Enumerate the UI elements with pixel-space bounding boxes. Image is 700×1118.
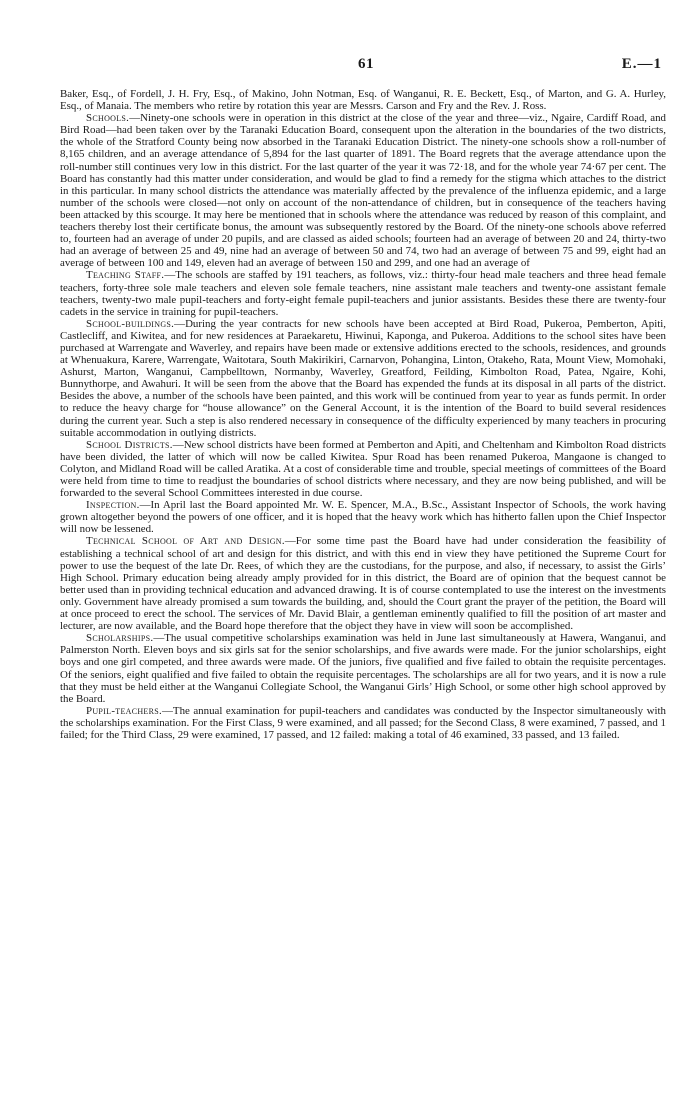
section-code: E.—1 [621,56,662,72]
paragraph-pupil-teachers [60,705,666,741]
paragraph-heading: Pupil-teachers. [86,704,163,717]
paragraph-heading: School-buildings. [86,317,175,330]
paragraph-text: —During the year contracts for new schools have been accepted at Bird Road, Pukeroa, Pemberton, Apiti, Castlecliff, and Kiwitea, and for new residences at Paraekaretu, Hiwinui, Kaponga, and Pukeroa. Additions to the school sites have been purchased at Warrengate and Waverley, and repairs have been made or extensive additions erected to the schools, residences, and grounds at Whenuakura, Karere, Warrengate, Waitotara, South Makirikiri, Carnarvon, Pohangina, Linton, Otakeho, Rata, Mount View, Momohaki, Ashurst, Marton, Wanganui, Campbelltown, Normanby, Waverley, Greatford, Feilding, Kimbolton Road, Patea, Ngaire, Kohi, Bunnythorpe, and Awahuri. It will be seen from the above that the Board has expended the funds at its disposal in all parts of the district. Besides the above, a number of the schools have been painted, and this work will be continued from year to year as funds permit. In order to reduce the heavy charge for “house allowance” on the General Account, it is the intention of the Board to build several residences during the current year. Such a step is also rendered necessary in consequence of the difficulty experienced by many teachers in procuring suitable accommodation in outlying districts. [60,317,666,439]
paragraph-scholarships [60,632,666,705]
page-header [60,56,666,78]
paragraph-technical-school [60,535,666,632]
paragraph-text: —The schools are staffed by 191 teachers, as follows, viz.: thirty-four head male teachers and three head female teachers, forty-three sole male teachers and eleven sole female teachers, nine assistant male teachers and twenty-one assistant female teachers, twenty-two male pupil-teachers and forty-eight female pupil-teachers and junior assistants. Besides these there are twenty-four cadets in the service in training for pupil-teachers. [60,269,666,318]
report-body [60,88,666,741]
paragraph-text: —New school districts have been formed at Pemberton and Apiti, and Cheltenham and Kimbolton Road districts have been divided, the latter of which will now be called Kiwitea. Spur Road has been renamed Pukeroa, Mangaone is changed to Colyton, and Midland Road will be called Aratika. At a cost of considerable time and trouble, special meetings of committees of the Board were held from time to time to readjust the boundaries of school districts where necessary, and they are now being published, and will be forwarded to the several School Committees interested in due course. [60,438,666,500]
paragraph-school-districts [60,439,666,499]
paragraph-teaching-staff [60,269,666,317]
paragraph-inspection [60,499,666,535]
page-number: 61 [358,56,374,72]
paragraph-text: —Ninety-one schools were in operation in this district at the close of the year and three—viz., Ngaire, Cardiff Road, and Bird Road—had been taken over by the Taranaki Education Board, consequent upon the alteration in the boundaries of the two districts, the whole of the Stratford County being now absorbed in the Taranaki Education District. The ninety-one schools show a roll-number of 8,165 children, and an average attendance of 5,894 for the last quarter of 1891. The Board regrets that the average attendance upon the roll-number still continues very low in this district. For the last quarter of the year it was 72·18, and for the whole year 74·67 per cent. The Board has constantly had this matter under consideration, and would be glad to find a remedy for the stigma which attaches to the district in this particular. In many school districts the attendance was materially affected by the prevalence of the influenza epidemic, and a large number of the schools were closed—not only on account of the non-attendance of children, but in consequence of the teachers having been attacked by this scourge. It may here be mentioned that in schools where the attendance was reduced by reason of this complaint, and teachers thereby lost their certificate bonus, the amount was subsequently restored by the Board. Of the ninety-one schools above referred to, fourteen had an average of under 20 pupils, and are classed as aided schools; fourteen had an average of between 20 and 24, thirty-two had an average of between 25 and 49, nine had an average of between 50 and 74, two had an average of between 75 and 99, eight had an average of between 100 and 149, eleven had an average of between 150 and 299, and one had an average of [60,112,666,270]
paragraph-text: Baker, Esq., of Fordell, J. H. Fry, Esq., of Makino, John Notman, Esq. of Wanganui, R. E. Beckett, Esq., of Marton, and G. A. Hurley, Esq., of Manaia. The members who retire by rotation this year are Messrs. Carson and Fry and the Rev. J. Ross. [60,88,666,113]
paragraph-heading: School Districts. [86,438,173,451]
paragraph-schools [60,112,666,269]
paragraph-heading: Technical School of Art and Design. [86,535,285,548]
paragraph-board-members [60,88,666,112]
paragraph-text: —The usual competitive scholarships examination was held in June last simultaneously at Hawera, Wanganui, and Palmerston North. Eleven boys and six girls sat for the senior scholarships, and five awards were made. For the junior scholarships, eight boys and one girl competed, and three awards were made. Of the juniors, five qualified and five failed to obtain the requisite percentages. Of the seniors, eight qualified and five failed to obtain the requisite percentages. The scholarships are all for two years, and it is now a rule that they must be held either at the Wanganui Collegiate School, the Wanganui Girls’ High School, or some other high school approved by the Board. [60,632,666,705]
paragraph-heading: Teaching Staff. [86,269,165,282]
paragraph-text: —The annual examination for pupil-teachers and candidates was conducted by the Inspector simultaneously with the scholarships examination. For the First Class, 9 were examined, and all passed; for the Second Class, 8 were examined, 7 passed, and 1 failed; for the Third Class, 29 were examined, 17 passed, and 12 failed: making a total of 46 examined, 33 passed, and 13 failed. [60,704,666,741]
paragraph-text: —For some time past the Board have had under consideration the feasibility of establishing a technical school of art and design for this district, and with this end in view they have petitioned the Supreme Court for power to use the bequest of the late Dr. Rees, of which they are the custodians, for the purpose, and also, if necessary, to assist the Girls’ High School. Primary education being already amply provided for in this district, the Board are of opinion that the bequest cannot be better used than in providing technical education and advanced drawing. It is of course contemplated to use the interest on the investments only. Government have already promised a sum towards the building, and, should the Court grant the prayer of the petition, the Board will at once proceed to erect the school. The services of Mr. David Blair, a gentleman eminently qualified to fill the position of art master and lecturer, are now available, and the Board hope therefore that the object they have in view will soon be accomplished. [60,535,666,633]
paragraph-heading: Scholarships. [86,632,154,645]
paragraph-heading: Schools. [86,112,130,125]
paragraph-school-buildings [60,318,666,439]
paragraph-text: —In April last the Board appointed Mr. W. E. Spencer, M.A., B.Sc., Assistant Inspector of Schools, the work having grown altogether beyond the powers of one officer, and it is hoped that the heavy work which has hitherto fallen upon the Chief Inspector will now be lessened. [60,499,666,536]
paragraph-heading: Inspection. [86,499,140,512]
